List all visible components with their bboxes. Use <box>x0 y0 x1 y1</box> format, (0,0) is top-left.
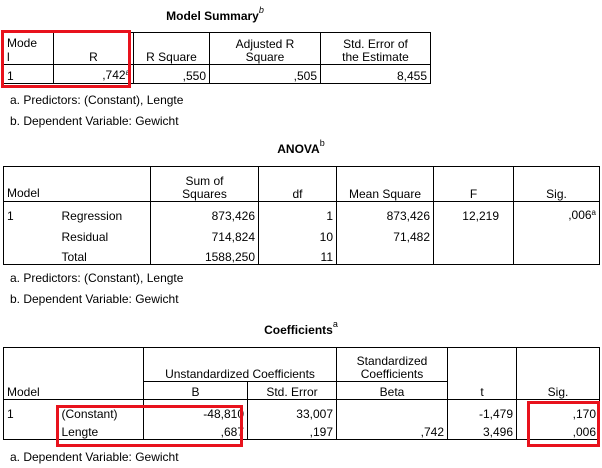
anova-header-ss <box>151 167 259 202</box>
anova-cell-f: 12,219 <box>434 202 514 223</box>
ms-note-a: a. Predictors: (Constant), Lengte <box>10 93 184 107</box>
coef-cell-t: 3,496 <box>448 421 517 440</box>
coef-header-sig: Sig. <box>517 382 600 400</box>
coef-header-t: t <box>448 382 517 400</box>
ms-header-r-text: R <box>89 50 98 64</box>
anova-header-ss-line1: Sum of <box>185 174 224 188</box>
ms-cell-model: 1 <box>4 65 54 84</box>
coef-cell-beta: ,742 <box>337 421 448 440</box>
coef-header-beta: Beta <box>337 382 448 400</box>
anova-header-model: Model <box>4 167 59 202</box>
anova-cell-df: 1 <box>259 202 337 223</box>
ms-cell-adj-r-square: ,505 <box>210 65 321 84</box>
ms-header-adj-line2: Square <box>245 50 285 64</box>
anova-header-ms: Mean Square <box>337 167 434 202</box>
ms-note-b: b. Dependent Variable: Gewicht <box>10 114 179 128</box>
ms-cell-std-error: 8,455 <box>321 65 431 84</box>
anova-cell-ss: 873,426 <box>151 202 259 223</box>
model-summary-title <box>0 7 430 23</box>
coef-header-blank <box>59 382 144 400</box>
anova-model-blank <box>4 223 59 244</box>
model-summary-title-text: Model Summary <box>166 9 259 23</box>
ms-header-std-error <box>321 33 431 65</box>
ms-header-model-line1: Mode <box>7 36 38 50</box>
coef-cell-sig: ,170 <box>517 400 600 421</box>
anova-cell-sig-empty <box>514 244 600 265</box>
anova-note-b: b. Dependent Variable: Gewicht <box>10 292 179 306</box>
anova-cell-ms-empty <box>337 244 434 265</box>
anova-model-num: 1 <box>4 202 59 223</box>
coef-header-unstd: Unstandardized Coefficients <box>144 348 337 382</box>
anova-model-blank <box>4 244 59 265</box>
highlight-box-r <box>1 30 131 88</box>
coef-cell-b: ,687 <box>144 421 248 440</box>
anova-cell-df: 11 <box>259 244 337 265</box>
coefficients-title-sup: a <box>332 319 338 329</box>
coef-header-b: B <box>144 382 248 400</box>
coef-model-num: 1 <box>4 400 59 421</box>
anova-row-label: Regression <box>59 202 151 223</box>
anova-cell-sig-empty <box>514 223 600 244</box>
coef-cell-b: -48,810 <box>144 400 248 421</box>
coef-cell-se: 33,007 <box>248 400 337 421</box>
anova-table <box>3 166 600 265</box>
anova-header-sig: Sig. <box>514 167 600 202</box>
anova-header-df: df <box>259 167 337 202</box>
coef-row-label: Lengte <box>59 421 144 440</box>
coef-model-blank <box>4 421 59 440</box>
coef-header-sig-top <box>517 348 600 382</box>
anova-cell-sig-value: ,006 <box>568 207 592 222</box>
coef-cell-beta <box>337 400 448 421</box>
highlight-box-sig <box>527 401 600 447</box>
coef-cell-sig: ,006 <box>517 421 600 440</box>
coef-cell-se: ,197 <box>248 421 337 440</box>
anova-cell-ss: 714,824 <box>151 223 259 244</box>
anova-cell-sig-sup: a <box>591 207 596 217</box>
anova-cell-ms: 873,426 <box>337 202 434 223</box>
coef-header-blank-top <box>59 348 144 382</box>
anova-note-a: a. Predictors: (Constant), Lengte <box>10 271 184 285</box>
highlight-box-predictors <box>56 405 243 447</box>
anova-row-label: Residual <box>59 223 151 244</box>
anova-title-text: ANOVA <box>277 142 320 156</box>
ms-header-adj-line1: Adjusted R <box>235 37 295 51</box>
anova-cell-ms: 71,482 <box>337 223 434 244</box>
model-summary-title-sup: b <box>258 5 264 15</box>
ms-header-se-line2: the Estimate <box>342 50 409 64</box>
coef-header-t-top <box>448 348 517 382</box>
coefficients-title <box>0 321 602 337</box>
anova-cell-f-empty <box>434 223 514 244</box>
ms-header-r-square <box>134 33 210 65</box>
anova-header-f: F <box>434 167 514 202</box>
ms-header-r-square-text: R Square <box>146 50 197 64</box>
ms-header-model-line2: l <box>7 50 10 64</box>
coef-header-std-line2: Coefficients <box>360 367 424 381</box>
ms-cell-r-square: ,550 <box>134 65 210 84</box>
coef-header-std <box>337 348 448 382</box>
anova-header-ss-line2: Squares <box>182 187 227 201</box>
anova-row-label: Total <box>59 244 151 265</box>
anova-cell-sig <box>514 202 600 223</box>
anova-cell-ss: 1588,250 <box>151 244 259 265</box>
ms-cell-r-sup: a <box>125 68 130 77</box>
coef-note-a: a. Dependent Variable: Gewicht <box>10 450 179 464</box>
anova-header-blank <box>59 167 151 202</box>
ms-cell-r-value: ,742 <box>102 68 126 82</box>
coef-cell-t: -1,479 <box>448 400 517 421</box>
coef-header-std-line1: Standardized <box>356 354 428 368</box>
coef-row-label: (Constant) <box>59 400 144 421</box>
anova-title-sup: b <box>319 138 325 148</box>
anova-cell-f-empty <box>434 244 514 265</box>
coef-header-model: Model <box>4 382 59 400</box>
coefficients-title-text: Coefficients <box>264 323 333 337</box>
ms-header-adj-r-square <box>210 33 321 65</box>
anova-title <box>0 140 602 156</box>
ms-header-se-line1: Std. Error of <box>343 37 408 51</box>
coef-header-model-top <box>4 348 59 382</box>
anova-cell-df: 10 <box>259 223 337 244</box>
coef-header-se: Std. Error <box>248 382 337 400</box>
